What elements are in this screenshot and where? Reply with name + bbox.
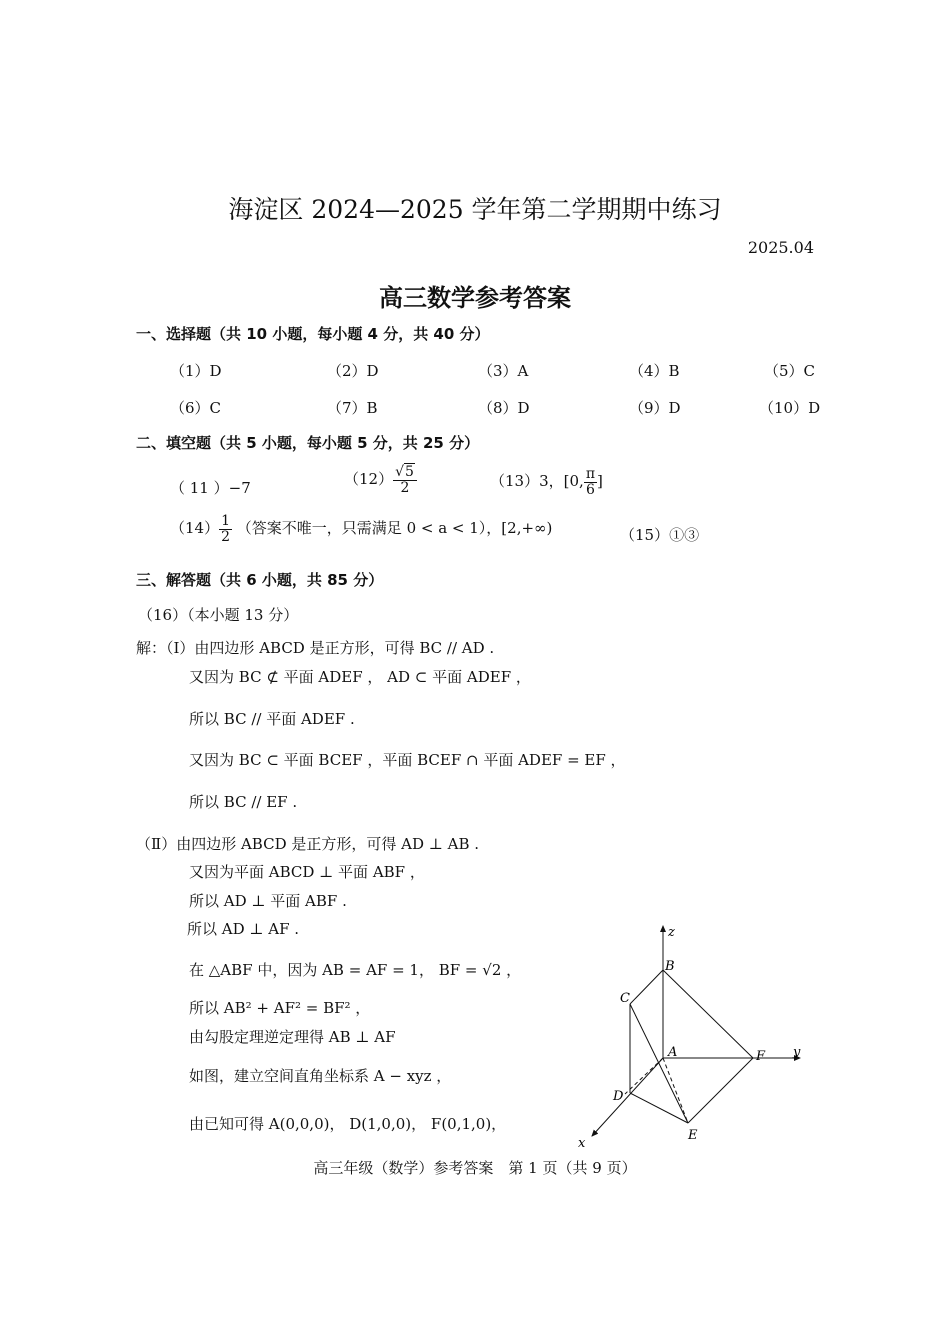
choice-answer-6: （6）C: [170, 399, 222, 417]
choice-answer-5: （5）C: [764, 362, 816, 380]
solution-line: 所以 BC // 平面 ADEF .: [189, 710, 355, 728]
solution-line: 所以 AD ⊥ AF .: [187, 920, 300, 938]
label-F: F: [756, 1049, 766, 1064]
edge-AD: [625, 1058, 663, 1094]
choice-answer-2: （2）D: [327, 362, 379, 380]
fill-answer-14-note: （答案不唯一，只需满足 0 < a < 1），[2,+∞): [236, 519, 553, 538]
fraction-denominator: 2: [400, 479, 410, 496]
choice-answer-8: （8）D: [478, 399, 530, 417]
interval-open: [0,: [563, 472, 584, 491]
solution-line: 由已知可得 A(0,0,0)， D(1,0,0)， F(0,1,0)，: [189, 1115, 507, 1133]
solution-line: （Ⅱ）由四边形 ABCD 是正方形，可得 AD ⊥ AB .: [136, 835, 480, 853]
sqrt-radicand: 5: [405, 464, 414, 480]
solution-line: 又因为 BC ⊄ 平面 ADEF ， AD ⊂ 平面 ADEF ，: [189, 668, 531, 686]
choice-answer-10: （10）D: [759, 399, 821, 417]
solution-line: 又因为 BC ⊂ 平面 BCEF ，平面 BCEF ∩ 平面 ADEF = EF ，: [189, 751, 626, 769]
choice-answer-1: （1）D: [170, 362, 222, 380]
solution-line: 所以 AB² + AF² = BF² ，: [189, 999, 371, 1017]
one-half-fraction: [219, 514, 232, 544]
solution-line: 解：（Ⅰ）由四边形 ABCD 是正方形，可得 BC // AD .: [136, 639, 495, 657]
x-axis: [592, 1058, 663, 1136]
edge-AE: [663, 1058, 688, 1123]
label-B: B: [665, 959, 675, 974]
solution-line: 如图，建立空间直角坐标系 A − xyz ，: [189, 1067, 452, 1085]
label-C: C: [620, 991, 630, 1006]
fill-answer-12: [344, 465, 417, 495]
fraction-numerator: 1: [221, 513, 231, 529]
page-title: 海淀区 2024—2025 学年第二学期期中练习: [228, 195, 722, 224]
fraction-numerator: π: [585, 466, 596, 482]
fill-answer-15: （15）①③: [620, 526, 700, 544]
label-y: y: [793, 1045, 801, 1060]
solution-line: 所以 BC // EF .: [189, 793, 298, 811]
choice-answer-4: （4）B: [629, 362, 680, 380]
fraction-denominator: 2: [221, 528, 231, 545]
label-D: D: [613, 1089, 624, 1104]
edge-DE: [630, 1093, 688, 1123]
exam-date: 2025.04: [747, 238, 814, 257]
choice-answer-7: （7）B: [327, 399, 378, 417]
label-E: E: [688, 1128, 698, 1143]
solution-line: 在 △ABF 中，因为 AB = AF = 1， BF = √2 ，: [189, 961, 522, 979]
fraction-denominator: 6: [585, 481, 595, 498]
page-footer: 高三年级（数学）参考答案 第 1 页（共 9 页）: [313, 1159, 637, 1177]
edge-BC: [630, 970, 663, 1004]
choice-answer-3: （3）A: [478, 362, 529, 380]
solution-line: 又因为平面 ABCD ⊥ 平面 ABF ，: [189, 863, 425, 881]
label-A: A: [668, 1045, 678, 1060]
solve-heading: 三、解答题（共 6 小题，共 85 分）: [136, 571, 384, 589]
solution-line: 所以 AD ⊥ 平面 ABF .: [189, 892, 347, 910]
fill-answer-13-label: （13）3，: [490, 472, 564, 491]
sqrt5-over-2-fraction: $\frac{√5}{2}$: [393, 465, 417, 495]
label-x: x: [578, 1136, 586, 1151]
edge-CE: [630, 1004, 688, 1123]
answer-key-subtitle: 高三数学参考答案: [379, 284, 571, 312]
fill-heading: 二、填空题（共 5 小题，每小题 5 分，共 25 分）: [136, 434, 480, 452]
fill-answer-14: [170, 514, 552, 544]
edge-EF: [688, 1058, 753, 1123]
coordinate-figure: [575, 918, 815, 1154]
fill-answer-11: （ 11 ）−7: [170, 479, 251, 497]
label-z: z: [668, 925, 675, 940]
q16-label: （16）（本小题 13 分）: [138, 606, 299, 624]
fill-answer-13: [490, 467, 603, 497]
interval-close: ]: [597, 472, 603, 491]
solution-line: 由勾股定理逆定理得 AB ⊥ AF: [189, 1028, 396, 1046]
choice-heading: 一、选择题（共 10 小题，每小题 4 分，共 40 分）: [136, 325, 490, 343]
pi-over-6-fraction: [584, 467, 597, 497]
fill-answer-14-label: （14）: [170, 519, 220, 538]
choice-answer-9: （9）D: [629, 399, 681, 417]
fill-answer-12-label: （12）: [344, 470, 394, 489]
